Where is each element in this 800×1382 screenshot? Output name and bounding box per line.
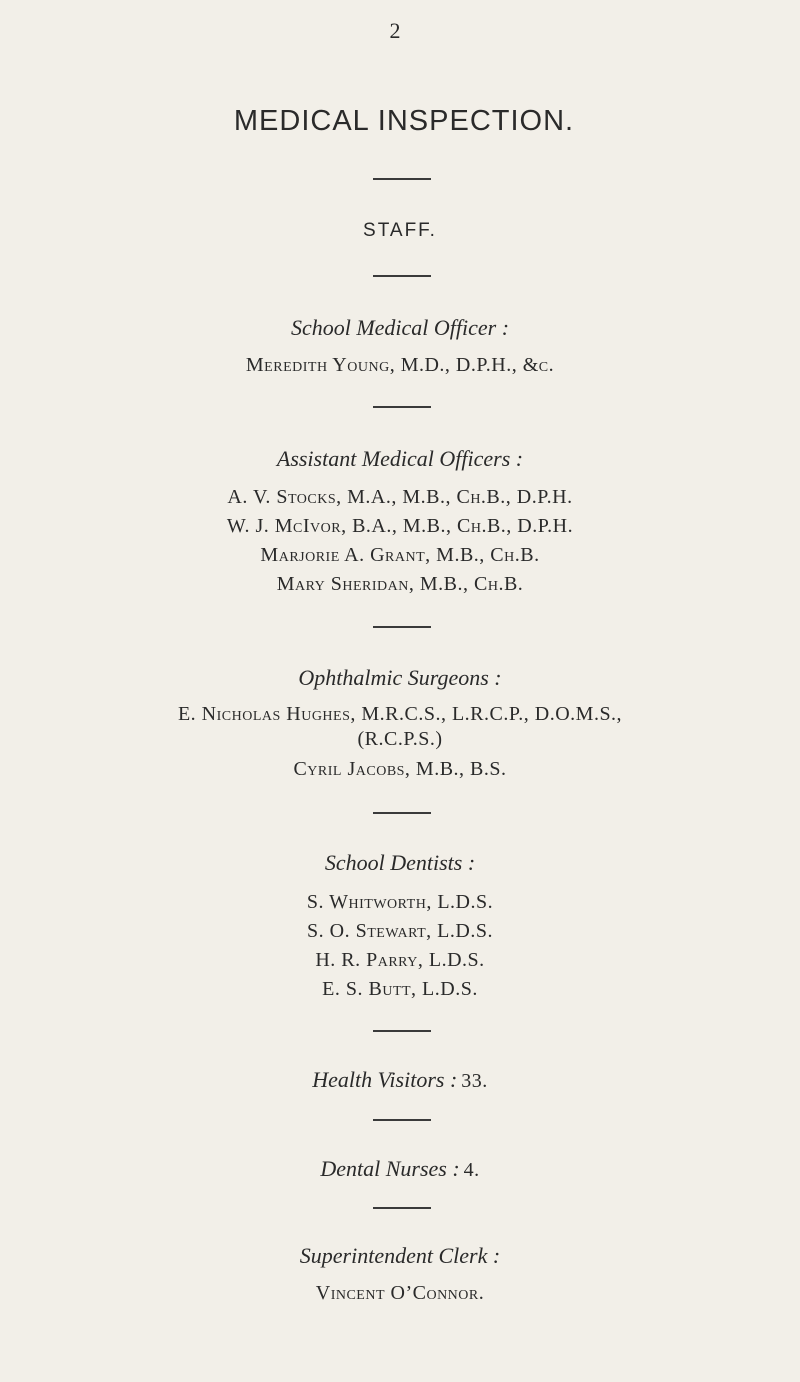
school-dentist-4: E. S. Butt, L.D.S. [322, 978, 478, 1000]
dental-nurses-line [0, 1156, 800, 1182]
superintendent-clerk-heading: Superintendent Clerk : [299, 1243, 501, 1268]
school-medical-officer-heading: School Medical Officer : [290, 315, 510, 340]
ophthalmic-surgeon-1: E. Nicholas Hughes, M.R.C.S., L.R.C.P., D.O.M.S., [177, 703, 623, 725]
divider-1 [373, 178, 431, 180]
page-title: MEDICAL INSPECTION. [233, 105, 575, 137]
assistant-medical-officers-heading: Assistant Medical Officers : [276, 446, 524, 471]
divider-6 [373, 1030, 431, 1032]
assistant-officer-4: Mary Sheridan, M.B., Ch.B. [276, 573, 524, 595]
school-dentist-3: H. R. Parry, L.D.S. [315, 949, 485, 971]
divider-4 [373, 626, 431, 628]
assistant-officer-1: A. V. Stocks, M.A., M.B., Ch.B., D.P.H. [227, 486, 573, 508]
school-dentist-2: S. O. Stewart, L.D.S. [307, 920, 493, 942]
dental-nurses-heading: Dental Nurses : [320, 1156, 460, 1181]
divider-8 [373, 1207, 431, 1209]
assistant-officer-3: Marjorie A. Grant, M.B., Ch.B. [260, 544, 540, 566]
dental-nurses-count: 4. [463, 1159, 480, 1181]
divider-5 [373, 812, 431, 814]
health-visitors-count: 33. [461, 1070, 488, 1092]
school-medical-officer-name: Meredith Young, M.D., D.P.H., &c. [245, 354, 555, 376]
assistant-officer-2: W. J. McIvor, B.A., M.B., Ch.B., D.P.H. [226, 515, 574, 537]
health-visitors-line [0, 1067, 800, 1093]
school-dentists-heading: School Dentists : [324, 850, 476, 875]
staff-heading: STAFF. [363, 220, 437, 241]
divider-3 [373, 406, 431, 408]
school-dentist-1: S. Whitworth, L.D.S. [306, 891, 494, 913]
ophthalmic-surgeons-heading: Ophthalmic Surgeons : [298, 665, 502, 690]
ophthalmic-surgeon-1-qualification: (R.C.P.S.) [357, 728, 443, 750]
health-visitors-heading: Health Visitors : [312, 1067, 458, 1092]
superintendent-clerk-name: Vincent O’Connor. [315, 1282, 485, 1304]
page-number: 2 [389, 18, 401, 43]
ophthalmic-surgeon-2: Cyril Jacobs, M.B., B.S. [293, 758, 507, 780]
divider-7 [373, 1119, 431, 1121]
divider-2 [373, 275, 431, 277]
